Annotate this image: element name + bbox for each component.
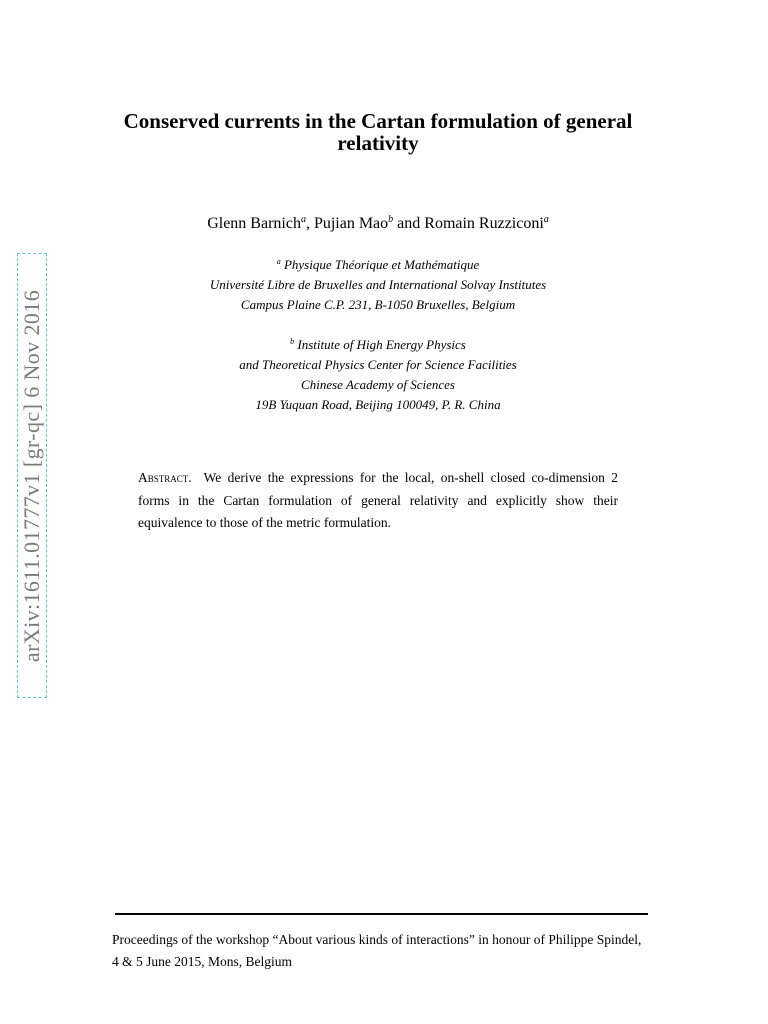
affiliation-line: Chinese Academy of Sciences: [301, 377, 455, 392]
affiliation-b: [100, 335, 656, 415]
affiliation-line: Campus Plaine C.P. 231, B-1050 Bruxelles, Belgium: [240, 297, 516, 312]
author-separator: and: [393, 215, 425, 232]
affiliation-mark: a: [276, 257, 281, 266]
affiliation-mark: a: [543, 214, 549, 225]
affiliation-line: and Theoretical Physics Center for Science Facilities: [239, 357, 517, 372]
affiliation-line: [100, 255, 656, 275]
footnote-rule: [115, 913, 648, 915]
author-list: [100, 214, 656, 234]
abstract-label: Abstract.: [138, 470, 192, 485]
abstract-text: We derive the expressions for the local, on-shell closed co-dimension 2 forms in the Cartan formulation of general relativity and explicitly show their equivalence to those of the metric formulation.: [138, 470, 618, 530]
affiliation-a: [100, 255, 656, 315]
affiliation-mark: b: [290, 337, 295, 346]
author-name: Pujian Mao: [313, 215, 389, 232]
affiliation-line: [100, 335, 656, 355]
affiliation-line: 19B Yuquan Road, Beijing 100049, P. R. China: [255, 397, 501, 412]
author-separator: ,: [305, 215, 314, 232]
affiliation-mark: b: [388, 214, 394, 225]
author-name: Glenn Barnich: [207, 215, 301, 232]
arxiv-identifier: arXiv:1611.01777v1 [gr-qc] 6 Nov 2016: [19, 289, 44, 662]
affiliation-line: Université Libre de Bruxelles and International Solvay Institutes: [209, 277, 547, 292]
affiliation-mark: a: [300, 214, 306, 225]
affiliation-text: Physique Théorique et Mathématique: [283, 257, 480, 272]
arxiv-stamp: [17, 253, 47, 698]
footnote: Proceedings of the workshop “About various kinds of interactions” in honour of Philippe Spindel, 4 & 5 June 2015, Mons, Belgium: [112, 932, 642, 969]
author-name: Romain Ruzziconi: [424, 215, 544, 232]
abstract: [138, 467, 618, 535]
paper-title: Conserved currents in the Cartan formulation of general relativity: [123, 109, 633, 155]
affiliation-text: Institute of High Energy Physics: [297, 337, 466, 352]
